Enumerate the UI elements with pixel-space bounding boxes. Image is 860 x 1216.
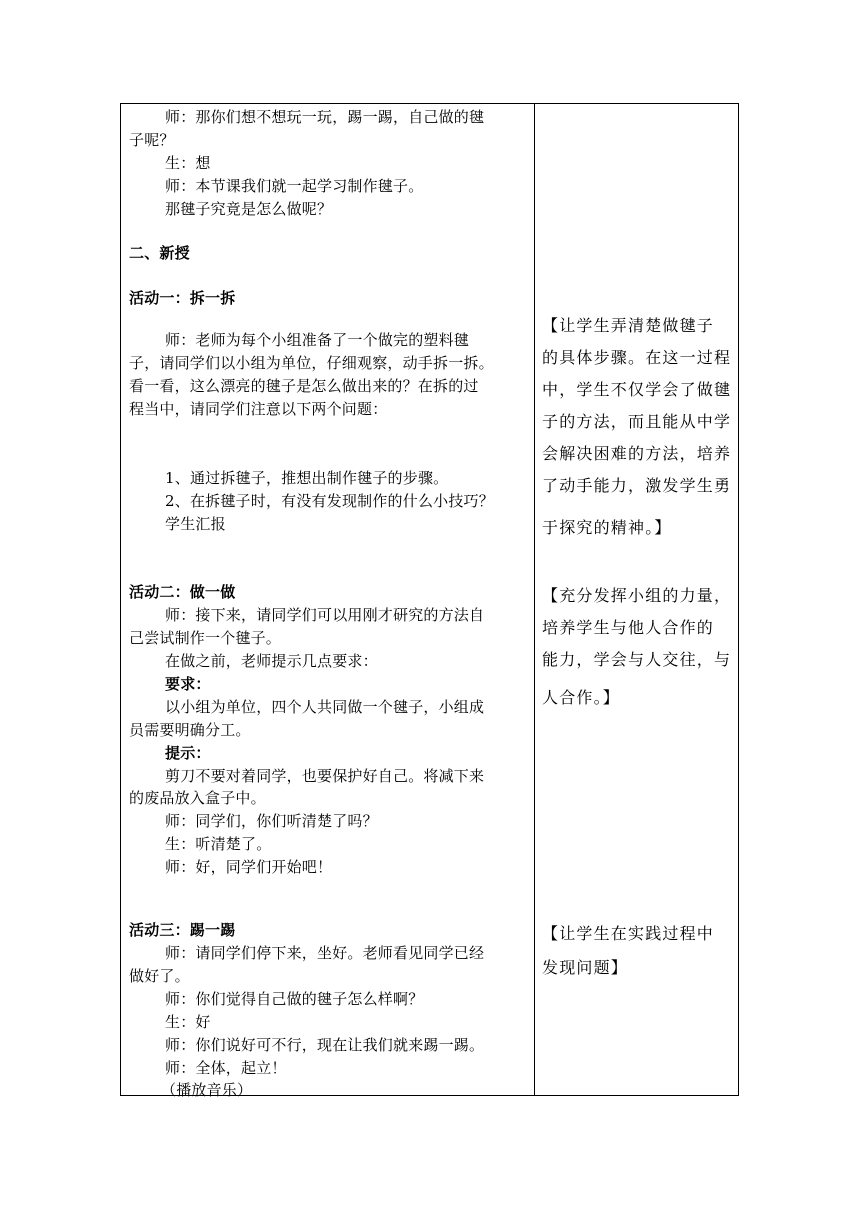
intro-line-3: 生：想	[165, 154, 211, 172]
lesson-table	[120, 103, 739, 1099]
tip-line-1: 剪刀不要对着同学，也要保护好自己。将减下来	[165, 767, 485, 785]
note3-line-2: 发现问题】	[542, 958, 629, 977]
activity1-line-1: 师：老师为每个小组准备了一个做完的塑料毽	[165, 331, 470, 349]
activity1-question-1: 1、通过拆毽子，推想出制作毽子的步骤。	[165, 469, 449, 487]
note2-line-2: 培养学生与他人合作的	[542, 618, 715, 637]
tip-line-2: 的废品放入盒子中。	[129, 789, 266, 807]
activity1-heading: 活动一：拆一拆	[129, 289, 236, 307]
activity2-heading: 活动二：做一做	[129, 583, 236, 601]
note1-line-4: 子的方法，而且能从中学	[542, 412, 732, 431]
intro-line-2: 子呢？	[129, 131, 175, 149]
intro-line-4: 师：本节课我们就一起学习制作毽子。	[165, 177, 424, 195]
activity3-line-2: 做好了。	[129, 967, 190, 985]
tip-label: 提示：	[165, 744, 211, 762]
column-divider	[534, 104, 535, 1095]
activity3-dialog-2: 生：好	[165, 1013, 211, 1031]
activity2-dialog-2: 生：听清楚了。	[165, 835, 272, 853]
note2-line-3: 能力，学会与人交往，与	[542, 650, 732, 669]
intro-line-1: 师：那你们想不想玩一玩，踢一踢，自己做的毽	[165, 108, 485, 126]
note1-line-5: 会解决困难的方法，培养	[542, 444, 732, 463]
note1-line-2: 的具体步骤。在这一过程	[542, 348, 732, 367]
requirement-label: 要求：	[165, 675, 211, 693]
activity2-dialog-1: 师：同学们，你们听清楚了吗？	[165, 812, 378, 830]
activity2-line-1: 师：接下来，请同学们可以用刚才研究的方法自	[165, 606, 485, 624]
activity3-dialog-4: 师：全体，起立！	[165, 1059, 287, 1077]
note1-line-7: 于探究的精神。】	[542, 518, 672, 537]
intro-line-5: 那毽子究竟是怎么做呢？	[165, 200, 333, 218]
activity1-line-3: 看一看，这么漂亮的毽子是怎么做出来的？在拆的过	[129, 377, 479, 395]
note1-line-3: 中，学生不仅学会了做毽	[542, 380, 732, 399]
note1-line-6: 了动手能力，激发学生勇	[542, 476, 732, 495]
activity3-heading: 活动三：踢一踢	[129, 921, 236, 939]
activity1-question-2: 2、在拆毽子时，有没有发现制作的什么小技巧？	[165, 492, 494, 510]
requirement-line-1: 以小组为单位，四个人共同做一个毽子，小组成	[165, 698, 485, 716]
activity2-line-2: 己尝试制作一个毽子。	[129, 629, 282, 647]
activity1-report: 学生汇报	[165, 515, 226, 533]
activity3-line-1: 师：请同学们停下来，坐好。老师看见同学已经	[165, 944, 485, 962]
section-heading: 二、新授	[129, 244, 190, 262]
note3-line-1: 【让学生在实践过程中	[542, 924, 715, 943]
note2-line-1: 【充分发挥小组的力量，	[542, 586, 732, 605]
activity3-dialog-5: （播放音乐）	[161, 1081, 253, 1099]
activity1-line-2: 子，请同学们以小组为单位，仔细观察，动手拆一拆。	[129, 354, 494, 372]
activity2-line-3: 在做之前，老师提示几点要求：	[165, 652, 378, 670]
note2-line-4: 人合作。】	[542, 688, 621, 707]
activity2-dialog-3: 师：好，同学们开始吧！	[165, 858, 333, 876]
note1-line-1: 【让学生弄清楚做毽子	[542, 316, 715, 335]
requirement-line-2: 员需要明确分工。	[129, 721, 251, 739]
activity3-dialog-3: 师：你们说好可不行，现在让我们就来踢一踢。	[165, 1036, 485, 1054]
activity3-dialog-1: 师：你们觉得自己做的毽子怎么样啊？	[165, 990, 424, 1008]
activity1-line-4: 程当中，请同学们注意以下两个问题：	[129, 400, 388, 418]
